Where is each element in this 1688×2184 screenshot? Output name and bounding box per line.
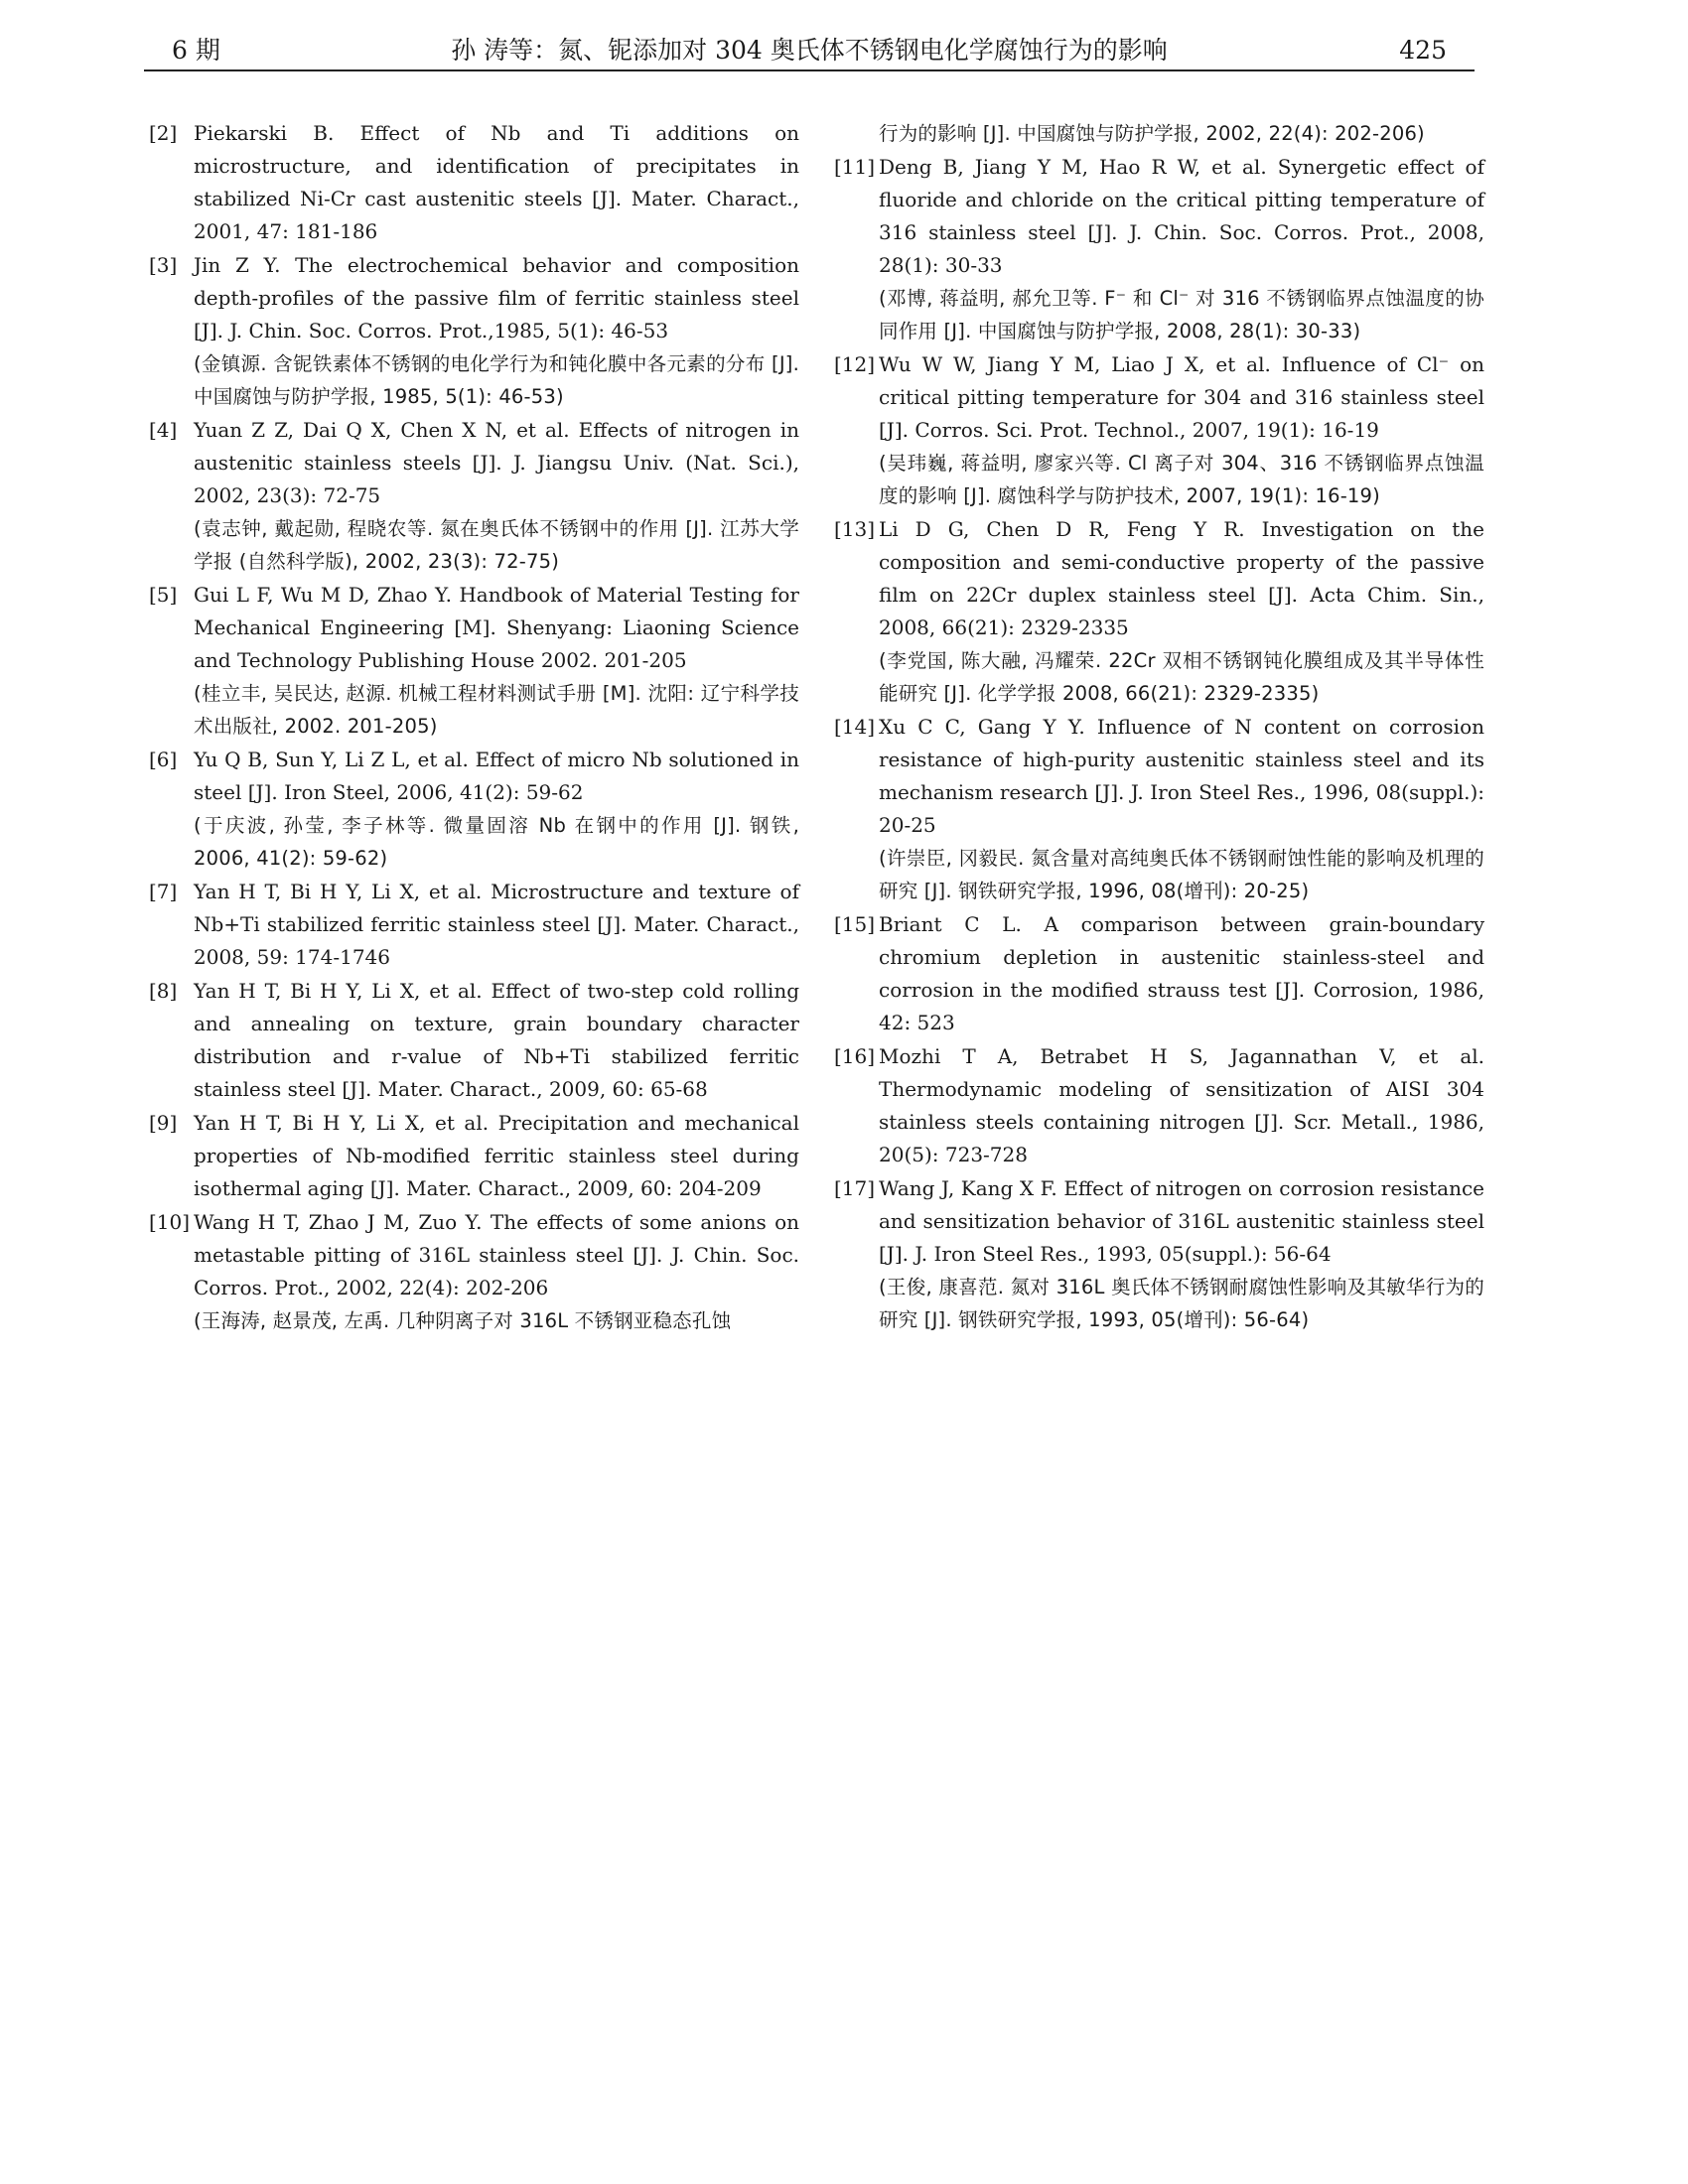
reference-entry	[834, 908, 1484, 1039]
reference-entry	[149, 1107, 799, 1205]
reference-number: [14]	[834, 715, 876, 739]
reference-text-english: Yan H T, Bi H Y, Li X, et al. Microstructure and texture of Nb+Ti stabilized ferritic stainless steel [J]. Mater. Charact., 2008, 59: 174-1746	[194, 880, 799, 969]
reference-entry	[834, 348, 1484, 512]
reference-text-english: Yu Q B, Sun Y, Li Z L, et al. Effect of micro Nb solutioned in steel [J]. Iron Steel, 2006, 41(2): 59-62	[194, 748, 799, 804]
reference-number: [6]	[149, 748, 178, 771]
reference-text-english: Yan H T, Bi H Y, Li X, et al. Effect of two-step cold rolling and annealing on texture, grain boundary character distribution and r-value of Nb+Ti stabilized ferritic stainless steel [J]. Mater. Charact., 2009, 60: 65-68	[194, 979, 799, 1101]
reference-entry	[834, 117, 1484, 150]
reference-text-chinese: (金镇源. 含铌铁素体不锈钢的电化学行为和钝化膜中各元素的分布 [J]. 中国腐蚀与防护学报, 1985, 5(1): 46-53)	[194, 352, 799, 408]
reference-entry	[149, 975, 799, 1106]
reference-text-english: Yan H T, Bi H Y, Li X, et al. Precipitation and mechanical properties of Nb-modified ferritic stainless steel during isothermal aging [J]. Mater. Charact., 2009, 60: 204-209	[194, 1111, 799, 1200]
reference-text-english: Deng B, Jiang Y M, Hao R W, et al. Synergetic effect of fluoride and chloride on the critical pitting temperature of 316 stainless steel [J]. J. Chin. Soc. Corros. Prot., 2008, 28(1): 30-33	[879, 155, 1484, 277]
reference-number: [2]	[149, 121, 178, 145]
reference-number: [9]	[149, 1111, 178, 1135]
reference-number: [7]	[149, 880, 178, 903]
reference-entry	[834, 711, 1484, 907]
reference-number: [4]	[149, 418, 178, 442]
reference-text-english: Wang J, Kang X F. Effect of nitrogen on corrosion resistance and sensitization behavior of 316L austenitic stainless steel [J]. J. Iron Steel Res., 1993, 05(suppl.): 56-64	[879, 1176, 1484, 1266]
issue-number: 6 期	[172, 36, 220, 65]
reference-text-english: Jin Z Y. The electrochemical behavior and composition depth-profiles of the passive film of ferritic stainless steel [J]. J. Chin. Soc. Corros. Prot.,1985, 5(1): 46-53	[194, 253, 799, 342]
reference-text-english: Piekarski B. Effect of Nb and Ti additions on microstructure, and identification of precipitates in stabilized Ni-Cr cast austenitic steels [J]. Mater. Charact., 2001, 47: 181-186	[194, 121, 799, 243]
reference-text-chinese: (吴玮巍, 蒋益明, 廖家兴等. Cl 离子对 304、316 不锈钢临界点蚀温度的影响 [J]. 腐蚀科学与防护技术, 2007, 19(1): 16-19)	[879, 452, 1484, 507]
reference-text-english: Gui L F, Wu M D, Zhao Y. Handbook of Material Testing for Mechanical Engineering [M]. Shenyang: Liaoning Science and Technology Publishing House 2002. 201-205	[194, 583, 799, 672]
reference-number: [10]	[149, 1210, 191, 1234]
reference-entry	[834, 1040, 1484, 1171]
reference-text-chinese: (许崇臣, 冈毅民. 氮含量对高纯奥氏体不锈钢耐蚀性能的影响及机理的研究 [J]. 钢铁研究学报, 1996, 08(增刊): 20-25)	[879, 847, 1484, 902]
reference-text-english: Yuan Z Z, Dai Q X, Chen X N, et al. Effects of nitrogen in austenitic stainless steels [J]. J. Jiangsu Univ. (Nat. Sci.), 2002, 23(3): 72-75	[194, 418, 799, 507]
reference-text-chinese: (王俊, 康喜范. 氮对 316L 奥氏体不锈钢耐腐蚀性影响及其敏华行为的研究 [J]. 钢铁研究学报, 1993, 05(增刊): 56-64)	[879, 1276, 1484, 1331]
page-header	[144, 36, 1475, 71]
page-number: 425	[1399, 36, 1447, 65]
reference-number: [12]	[834, 352, 876, 376]
reference-number: [5]	[149, 583, 178, 607]
reference-entry	[149, 414, 799, 578]
reference-text-english: Briant C L. A comparison between grain-boundary chromium depletion in austenitic stainless-steel and corrosion in the modified strauss test [J]. Corrosion, 1986, 42: 523	[879, 912, 1484, 1034]
reference-number: [13]	[834, 517, 876, 541]
reference-entry	[834, 513, 1484, 710]
references-left-column	[149, 117, 799, 1338]
reference-entry	[149, 579, 799, 743]
reference-number: [8]	[149, 979, 178, 1003]
reference-text-chinese: (邓博, 蒋益明, 郝允卫等. F⁻ 和 Cl⁻ 对 316 不锈钢临界点蚀温度的协同作用 [J]. 中国腐蚀与防护学报, 2008, 28(1): 30-33)	[879, 287, 1484, 342]
reference-text-chinese: 行为的影响 [J]. 中国腐蚀与防护学报, 2002, 22(4): 202-206)	[879, 122, 1425, 145]
reference-entry	[834, 1172, 1484, 1336]
reference-text-chinese: (于庆波, 孙莹, 李子林等. 微量固溶 Nb 在钢中的作用 [J]. 钢铁, 2006, 41(2): 59-62)	[194, 814, 799, 870]
running-title: 孙 涛等：氮、铌添加对 304 奥氏体不锈钢电化学腐蚀行为的影响	[451, 36, 1168, 65]
reference-entry	[149, 1206, 799, 1337]
reference-entry	[149, 249, 799, 413]
reference-number: [15]	[834, 912, 876, 936]
reference-text-chinese: (王海涛, 赵景茂, 左禹. 几种阴离子对 316L 不锈钢亚稳态孔蚀	[194, 1309, 732, 1332]
reference-number: [17]	[834, 1176, 876, 1200]
reference-entry	[149, 876, 799, 974]
reference-entry	[149, 744, 799, 875]
reference-entry	[149, 117, 799, 248]
reference-text-chinese: (桂立丰, 吴民达, 赵源. 机械工程材料测试手册 [M]. 沈阳: 辽宁科学技术出版社, 2002. 201-205)	[194, 682, 799, 738]
reference-entry	[834, 151, 1484, 347]
reference-number: [3]	[149, 253, 178, 277]
references-right-column	[834, 117, 1484, 1337]
reference-text-chinese: (袁志钟, 戴起勋, 程晓农等. 氮在奥氏体不锈钢中的作用 [J]. 江苏大学学报 (自然科学版), 2002, 23(3): 72-75)	[194, 517, 799, 573]
reference-text-english: Wang H T, Zhao J M, Zuo Y. The effects of some anions on metastable pitting of 316L stainless steel [J]. J. Chin. Soc. Corros. Prot., 2002, 22(4): 202-206	[194, 1210, 799, 1299]
reference-text-chinese: (李党国, 陈大融, 冯耀荣. 22Cr 双相不锈钢钝化膜组成及其半导体性能研究 [J]. 化学学报 2008, 66(21): 2329-2335)	[879, 649, 1484, 705]
reference-text-english: Wu W W, Jiang Y M, Liao J X, et al. Influence of Cl⁻ on critical pitting temperature for 304 and 316 stainless steel [J]. Corros. Sci. Prot. Technol., 2007, 19(1): 16-19	[879, 352, 1484, 442]
reference-text-english: Xu C C, Gang Y Y. Influence of N content on corrosion resistance of high-purity austenitic stainless steel and its mechanism research [J]. J. Iron Steel Res., 1996, 08(suppl.): 20-25	[879, 715, 1484, 837]
reference-number: [11]	[834, 155, 876, 179]
reference-text-english: Li D G, Chen D R, Feng Y R. Investigation on the composition and semi-conductive property of the passive film on 22Cr duplex stainless steel [J]. Acta Chim. Sin., 2008, 66(21): 2329-2335	[879, 517, 1484, 639]
reference-text-english: Mozhi T A, Betrabet H S, Jagannathan V, et al. Thermodynamic modeling of sensitization of AISI 304 stainless steels containing nitrogen [J]. Scr. Metall., 1986, 20(5): 723-728	[879, 1044, 1484, 1166]
reference-number: [16]	[834, 1044, 876, 1068]
